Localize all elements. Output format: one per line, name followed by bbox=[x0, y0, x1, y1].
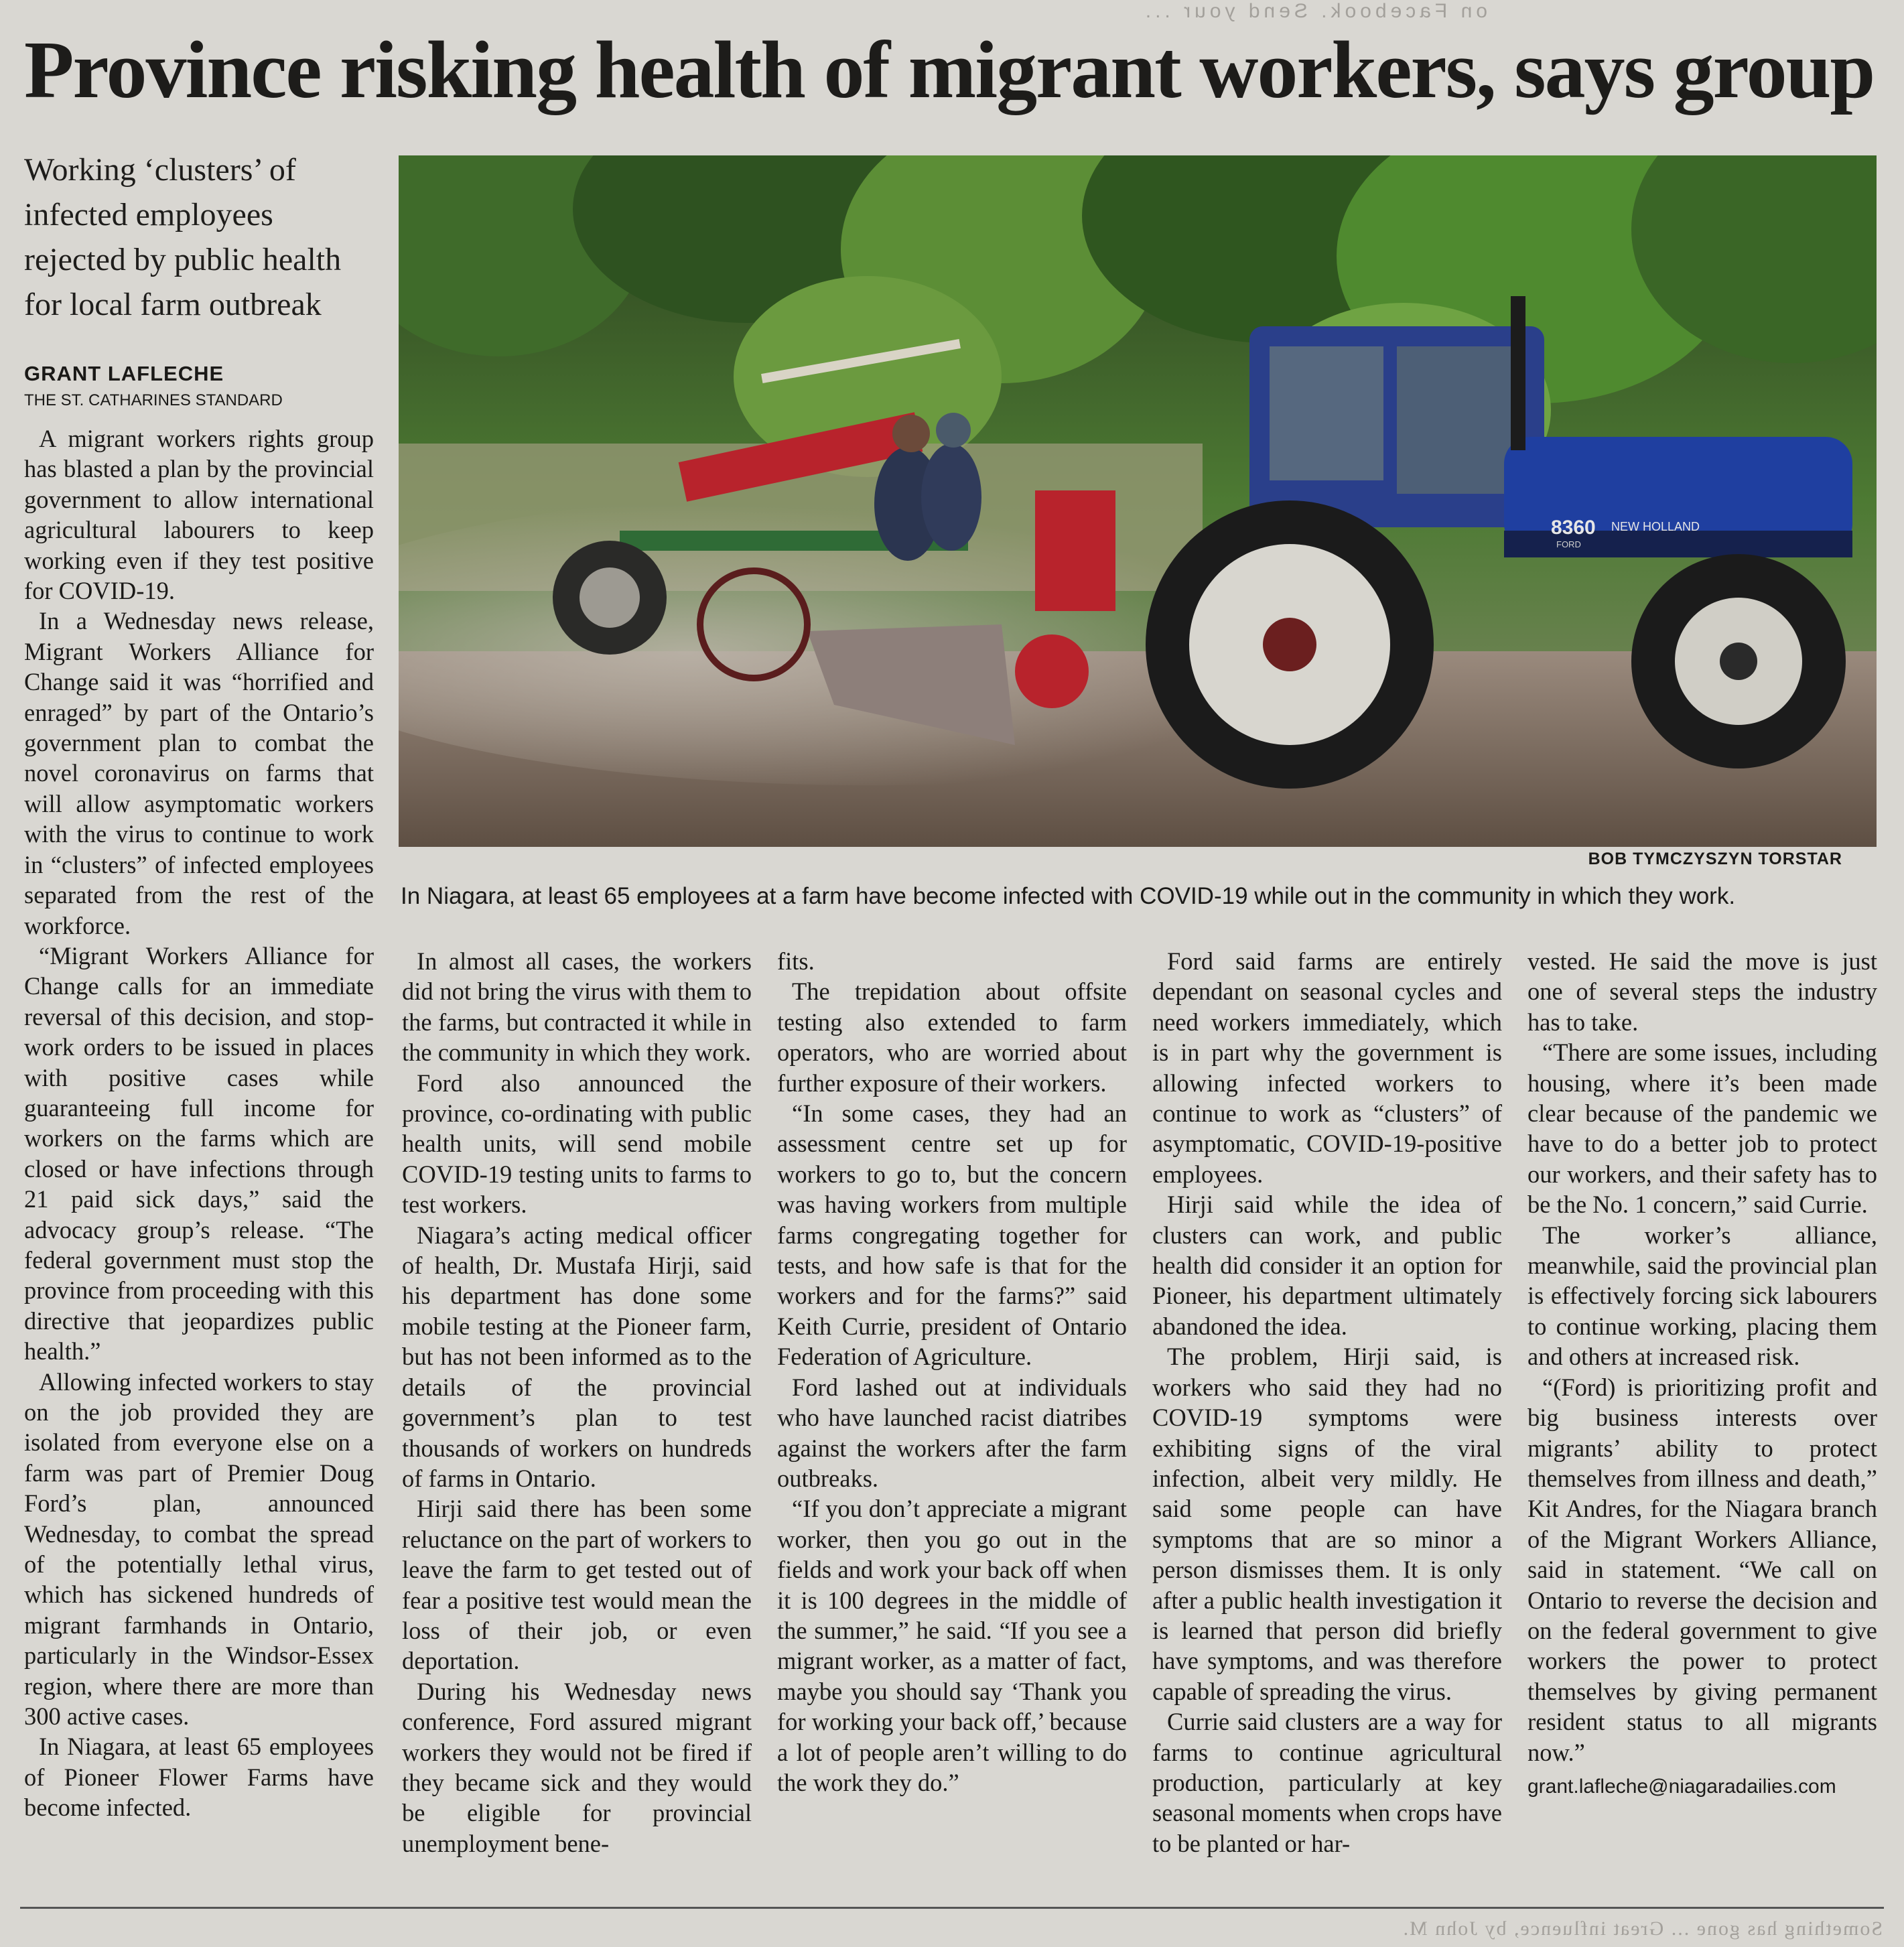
byline-author: GRANT LAFLECHE bbox=[24, 362, 224, 385]
byline-outlet: THE ST. CATHARINES STANDARD bbox=[24, 391, 283, 409]
paragraph: The worker’s alliance, meanwhile, said the provincial plan is effectively forcing sick labourers to continue working, placing them and others at increased risk. bbox=[1527, 1221, 1877, 1371]
deck-subheadline: Working ‘clusters’ of infected employees rejected by public health for local farm outbreak bbox=[24, 152, 342, 322]
tractor-illustration bbox=[399, 155, 1877, 847]
paragraph: Hirji said there has been some reluctance on the part of workers to leave the farm to get tested out of fear a positive test would mean the loss of their job, or even deportation. bbox=[402, 1495, 752, 1675]
paragraph: Allowing infected workers to stay on the job provided they are isolated from everyone else on a farm was part of Premier Doug Ford’s plan, announced Wednesday, to combat the spread of the potentially lethal virus, which has sickened hundreds of migrant farmhands in Ontario, particularly in the Windsor-Essex region, where there are more than 300 active cases. bbox=[24, 1367, 374, 1731]
paragraph: “If you don’t appreciate a migrant worker, then you go out in the fields and work your back off when it is 100 degrees in the middle of the summer,” he said. “If you see a migrant worker, as a matter of fact, maybe you should say ‘Thank you for working your back off,’ because a lot of people aren’t willing to do the work they do.” bbox=[777, 1495, 1127, 1796]
bleed-through-text-bottom: Something has gone ... Great influence, by John M. bbox=[1402, 1918, 1883, 1940]
headline: Province risking health of migrant workers, says group bbox=[24, 25, 1875, 115]
paragraph: “Migrant Workers Alliance for Change calls for an immediate reversal of this decision, and stop-work orders to be issued in places with positive cases while guaranteeing full income for workers on the farms which are closed or have infections through 21 paid sick days,” said the advocacy group’s release. “The federal government must stop the province from proceeding with this directive that jeopardizes public health.” bbox=[24, 941, 374, 1365]
tractor-photo bbox=[399, 155, 1877, 847]
article-column-3 bbox=[777, 946, 1127, 1798]
tractor-maker-label: FORD bbox=[1556, 539, 1581, 549]
paragraph: A migrant workers rights group has blasted a plan by the provincial government to allow international agricultural labourers to keep working even if they test positive for COVID-19. bbox=[24, 425, 374, 605]
paragraph: The problem, Hirji said, is workers who said they had no COVID-19 symptoms were exhibiting signs of the viral infection, albeit very mildly. He said some people can have symptoms that are so minor a person dismisses them. It is only after a public health investigation it is learned that person did briefly have symptoms, and was therefore capable of spreading the virus. bbox=[1152, 1343, 1502, 1705]
paragraph: “(Ford) is prioritizing profit and big business interests over migrants’ ability to protect themselves from illness and death,” Kit Andres, for the Niagara branch of the Migrant Workers Alliance, said in statement. “We call on Ontario to reverse the decision and on the federal government to give workers the power to protect themselves by giving permanent resident status to all migrants now.” bbox=[1527, 1373, 1877, 1766]
tractor-model-label: 8360 bbox=[1551, 517, 1596, 539]
paragraph: Hirji said while the idea of clusters can work, and public health did consider it an option for Pioneer, his department ultimately abandoned the idea. bbox=[1152, 1191, 1502, 1340]
bleed-through-text-top: on Facebook. Send your ... bbox=[1141, 0, 1487, 22]
author-email: grant.lafleche@niagaradailies.com bbox=[1527, 1775, 1836, 1798]
paragraph: During his Wednesday news conference, Ford assured migrant workers they would not be fired if they became sick and they would be eligible for provincial unemployment bene- bbox=[402, 1677, 752, 1857]
photo-credit: BOB TYMCZYSZYN TORSTAR bbox=[1588, 850, 1842, 868]
article-column-4 bbox=[1152, 946, 1502, 1859]
paragraph: Niagara’s acting medical officer of health, Dr. Mustafa Hirji, said his department has done some mobile testing at the Pioneer farm, but has not been informed as to the details of the provincial government’s plan to test thousands of workers on hundreds of farms in Ontario. bbox=[402, 1221, 752, 1492]
paragraph: Ford said farms are entirely dependant on seasonal cycles and need workers immediately, which is in part why the government is allowing infected workers to continue to work as “clusters” of asymptomatic, COVID-19-positive employees. bbox=[1152, 947, 1502, 1188]
photo-caption: In Niagara, at least 65 employees at a farm have become infected with COVID-19 while out in the community in which they work. bbox=[401, 883, 1736, 909]
article-column-5 bbox=[1527, 946, 1877, 1802]
article-column-2 bbox=[402, 946, 752, 1859]
paragraph: The trepidation about offsite testing also extended to farm operators, who are worried about further exposure of their workers. bbox=[777, 978, 1127, 1097]
paragraph: Ford lashed out at individuals who have launched racist diatribes against the workers after the farm outbreaks. bbox=[777, 1373, 1127, 1492]
bottom-rule bbox=[20, 1907, 1884, 1909]
paragraph: In almost all cases, the workers did not bring the virus with them to the farms, but contracted it while in the community in which they work. bbox=[402, 947, 752, 1067]
paragraph: Currie said clusters are a way for farms to continue agricultural production, particularly at key seasonal moments when crops have to be planted or har- bbox=[1152, 1708, 1502, 1857]
tractor-brand-label: NEW HOLLAND bbox=[1611, 520, 1700, 533]
paragraph-continuation: vested. He said the move is just one of several steps the industry has to take. bbox=[1527, 947, 1877, 1036]
paragraph-continuation: fits. bbox=[777, 947, 815, 975]
article-column-1 bbox=[24, 423, 374, 1823]
paragraph: In Niagara, at least 65 employees of Pioneer Flower Farms have become infected. bbox=[24, 1733, 374, 1822]
paragraph: “In some cases, they had an assessment centre set up for workers to go to, but the concern was having workers from multiple farms congregating together for tests, and how safe is that for the workers and for the farms?” said Keith Currie, president of Ontario Federation of Agriculture. bbox=[777, 1099, 1127, 1371]
paragraph: In a Wednesday news release, Migrant Workers Alliance for Change said it was “horrified and enraged” by part of the Ontario’s government plan to combat the novel coronavirus on farms that will allow asymptomatic workers with the virus to continue to work in “clusters” of infected employees separated from the rest of the workforce. bbox=[24, 607, 374, 939]
paragraph: Ford also announced the province, co-ordinating with public health units, will send mobile COVID-19 testing units to farms to test workers. bbox=[402, 1069, 752, 1219]
paragraph: “There are some issues, including housing, where it’s been made clear because of the pandemic we have to do a better job to protect our workers, and their safety has to be the No. 1 concern,” said Currie. bbox=[1527, 1038, 1877, 1219]
